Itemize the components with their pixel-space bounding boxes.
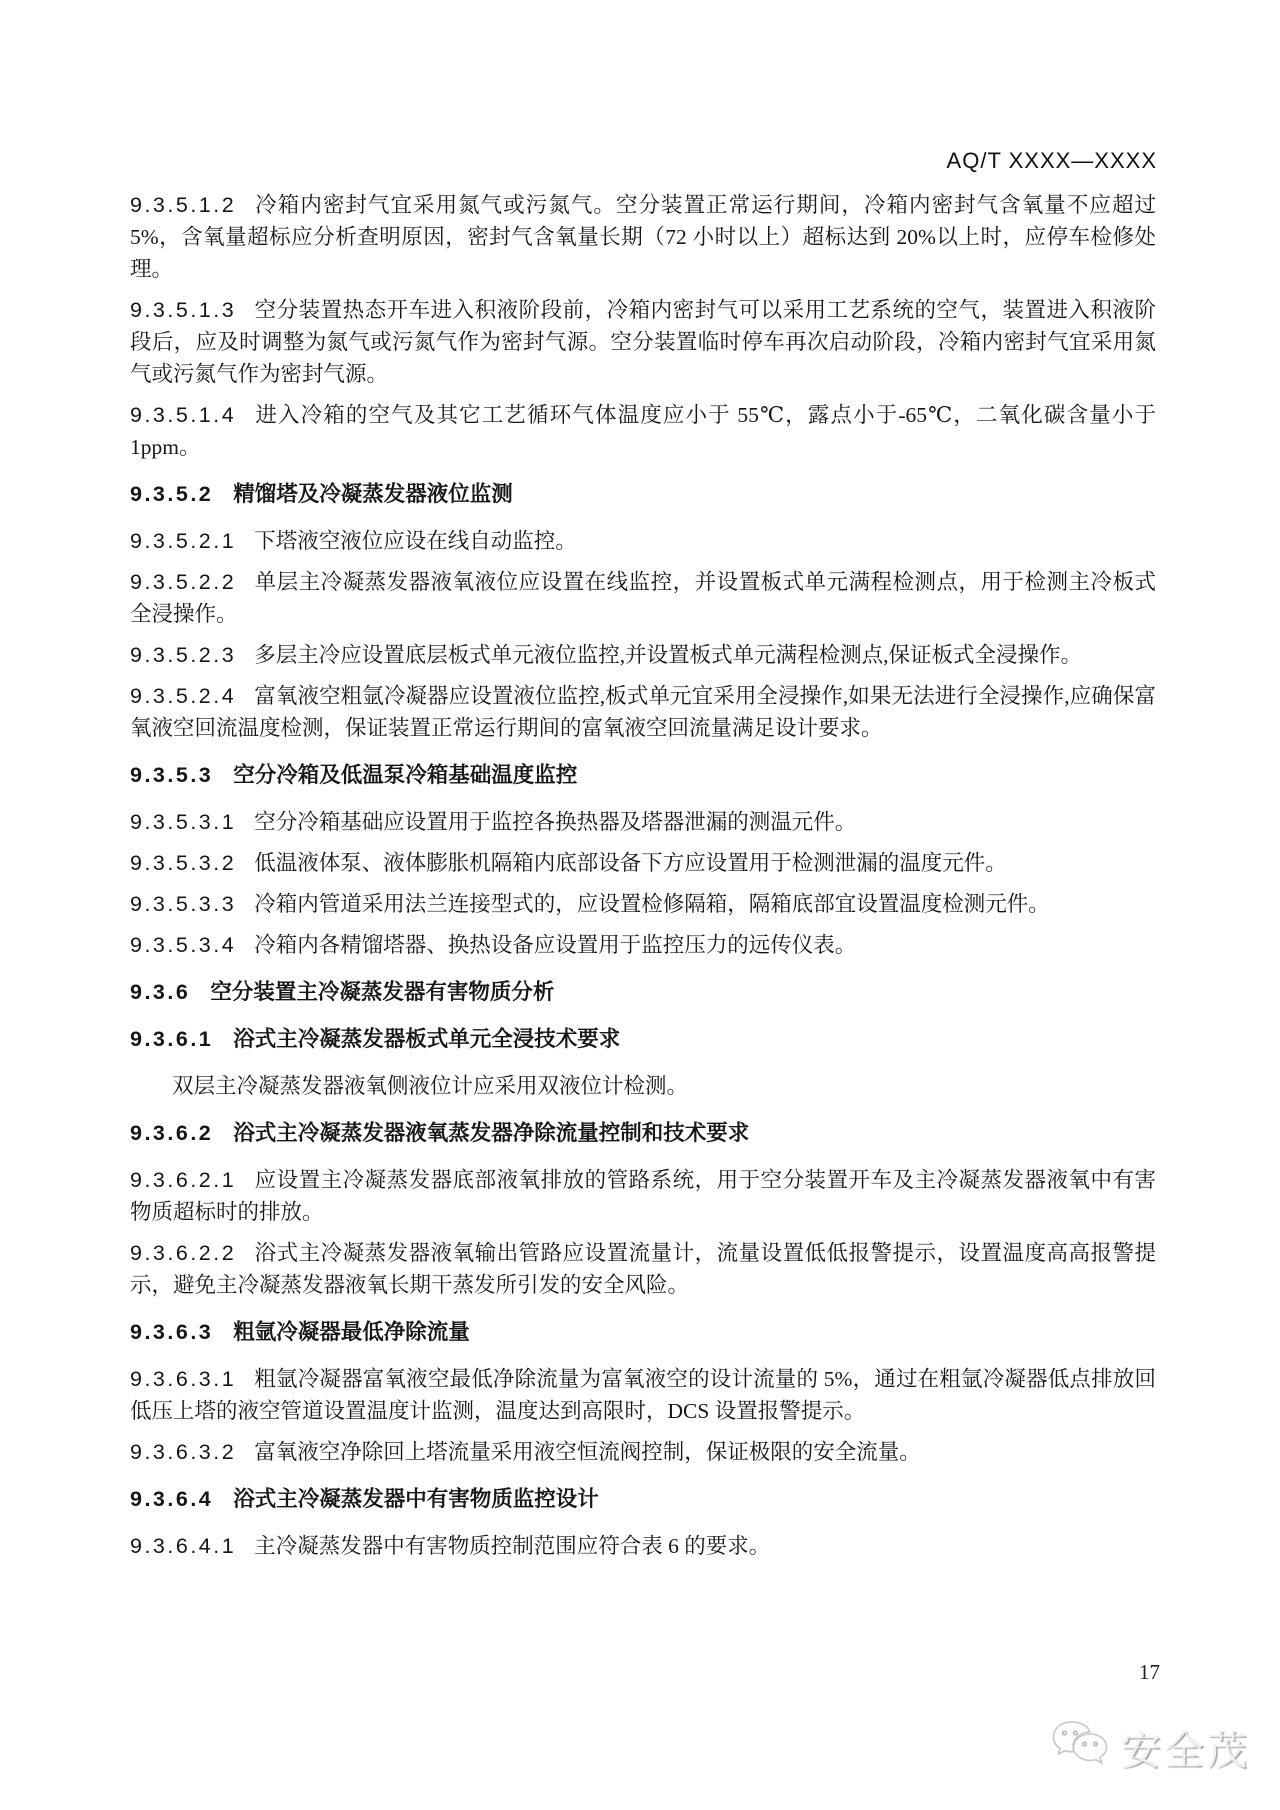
clause-text: 粗氩冷凝器最低净除流量: [233, 1320, 470, 1344]
clause-text: 低温液体泵、液体膨胀机隔箱内底部设备下方应设置用于检测泄漏的温度元件。: [254, 851, 1007, 875]
clause-text: 空分冷箱及低温泵冷箱基础温度监控: [233, 763, 578, 787]
clause-number: 9.3.5.1.4: [130, 403, 237, 427]
watermark: [1049, 1718, 1250, 1776]
clause-paragraph: [130, 1164, 1156, 1228]
clause-number: 9.3.6.2: [130, 1121, 214, 1145]
clause-paragraph: [130, 1436, 1156, 1468]
clause-paragraph: [130, 525, 1156, 557]
clause-paragraph: [130, 680, 1156, 744]
clause-number: 9.3.5.1.3: [130, 298, 237, 322]
clause-text: 进入冷箱的空气及其它工艺循环气体温度应小于 55℃，露点小于-65℃，二氧化碳含量小于 1ppm。: [130, 403, 1156, 459]
clause-number: 9.3.5.2.1: [130, 529, 237, 553]
clause-list: [130, 189, 1156, 1562]
clause-number: 9.3.5.2.3: [130, 643, 237, 667]
clause-paragraph: [130, 847, 1156, 879]
clause-text: 粗氩冷凝器富氧液空最低净除流量为富氧液空的设计流量的 5%，通过在粗氩冷凝器低点排放回低压上塔的液空管道设置温度计监测，温度达到高限时，DCS 设置报警提示。: [130, 1367, 1156, 1423]
clause-text: 下塔液空液位应设在线自动监控。: [254, 529, 577, 553]
clause-number: 9.3.6.3.2: [130, 1440, 237, 1464]
clause-text: 冷箱内各精馏塔器、换热设备应设置用于监控压力的远传仪表。: [254, 933, 857, 957]
clause-paragraph: [130, 399, 1156, 463]
wechat-icon: [1049, 1718, 1113, 1776]
clause-text: 冷箱内密封气宜采用氮气或污氮气。空分装置正常运行期间，冷箱内密封气含氧量不应超过 5%，含氧量超标应分析查明原因，密封气含氧量长期（72 小时以上）超标达到 20%以上时，应停车检修处理。: [130, 193, 1156, 281]
clause-text: 主冷凝蒸发器中有害物质控制范围应符合表 6 的要求。: [254, 1534, 771, 1558]
clause-paragraph: [130, 1070, 1156, 1102]
clause-text: 富氧液空粗氩冷凝器应设置液位监控,板式单元宜采用全浸操作,如果无法进行全浸操作,应确保富氧液空回流温度检测，保证装置正常运行期间的富氧液空回流量满足设计要求。: [130, 684, 1156, 740]
clause-number: 9.3.5.3.3: [130, 892, 237, 916]
clause-text: 应设置主冷凝蒸发器底部液氧排放的管路系统，用于空分装置开车及主冷凝蒸发器液氧中有害物质超标时的排放。: [130, 1168, 1156, 1224]
section-heading: [130, 759, 1156, 791]
clause-text: 单层主冷凝蒸发器液氧液位应设置在线监控，并设置板式单元满程检测点，用于检测主冷板式全浸操作。: [130, 570, 1156, 626]
clause-number: 9.3.5.3.2: [130, 851, 237, 875]
clause-number: 9.3.6.1: [130, 1027, 214, 1051]
section-heading: [130, 976, 1156, 1008]
clause-paragraph: [130, 1530, 1156, 1562]
clause-paragraph: [130, 566, 1156, 630]
clause-number: 9.3.5.3.1: [130, 810, 237, 834]
clause-number: 9.3.6.2.2: [130, 1241, 237, 1265]
clause-text: 精馏塔及冷凝蒸发器液位监测: [233, 482, 513, 506]
clause-text: 多层主冷应设置底层板式单元液位监控,并设置板式单元满程检测点,保证板式全浸操作。: [254, 643, 1082, 667]
clause-number: 9.3.5.2: [130, 482, 214, 506]
section-heading: [130, 1117, 1156, 1149]
clause-number: 9.3.5.2.2: [130, 570, 237, 594]
clause-number: 9.3.6.2.1: [130, 1168, 237, 1192]
clause-paragraph: [130, 888, 1156, 920]
clause-text: 空分装置主冷凝蒸发器有害物质分析: [210, 980, 555, 1004]
section-heading: [130, 1316, 1156, 1348]
document-body: [130, 180, 1156, 1562]
clause-paragraph: [130, 806, 1156, 838]
clause-number: 9.3.6.4.1: [130, 1534, 237, 1558]
page-number: 17: [1139, 1660, 1160, 1684]
clause-paragraph: [130, 639, 1156, 671]
section-heading: [130, 1483, 1156, 1515]
clause-paragraph: [130, 929, 1156, 961]
clause-text: 空分冷箱基础应设置用于监控各换热器及塔器泄漏的测温元件。: [254, 810, 857, 834]
doc-code: AQ/T XXXX—XXXX: [946, 148, 1157, 173]
clause-text: 浴式主冷凝蒸发器液氧蒸发器净除流量控制和技术要求: [233, 1121, 750, 1145]
section-heading: [130, 478, 1156, 510]
clause-text: 浴式主冷凝蒸发器液氧输出管路应设置流量计，流量设置低低报警提示，设置温度高高报警提示，避免主冷凝蒸发器液氧长期干蒸发所引发的安全风险。: [130, 1241, 1156, 1297]
clause-paragraph: [130, 189, 1156, 285]
clause-paragraph: [130, 1363, 1156, 1427]
clause-text: 双层主冷凝蒸发器液氧侧液位计应采用双液位计检测。: [172, 1074, 689, 1098]
clause-text: 富氧液空净除回上塔流量采用液空恒流阀控制，保证极限的安全流量。: [254, 1440, 921, 1464]
clause-paragraph: [130, 1237, 1156, 1301]
clause-number: 9.3.6: [130, 980, 191, 1004]
watermark-label: 安全茂: [1121, 1728, 1250, 1773]
clause-text: 冷箱内管道采用法兰连接型式的，应设置检修隔箱，隔箱底部宜设置温度检测元件。: [254, 892, 1050, 916]
clause-text: 浴式主冷凝蒸发器中有害物质监控设计: [233, 1487, 599, 1511]
clause-paragraph: [130, 294, 1156, 390]
section-heading: [130, 1023, 1156, 1055]
clause-number: 9.3.6.3.1: [130, 1367, 237, 1391]
clause-number: 9.3.5.3: [130, 763, 214, 787]
clause-text: 浴式主冷凝蒸发器板式单元全浸技术要求: [233, 1027, 621, 1051]
clause-number: 9.3.6.3: [130, 1320, 214, 1344]
clause-number: 9.3.5.1.2: [130, 193, 237, 217]
clause-number: 9.3.6.4: [130, 1487, 214, 1511]
clause-text: 空分装置热态开车进入积液阶段前，冷箱内密封气可以采用工艺系统的空气，装置进入积液阶段后，应及时调整为氮气或污氮气作为密封气源。空分装置临时停车再次启动阶段，冷箱内密封气宜采用氮气或污氮气作为密封气源。: [130, 298, 1156, 386]
clause-number: 9.3.5.3.4: [130, 933, 237, 957]
clause-number: 9.3.5.2.4: [130, 684, 237, 708]
